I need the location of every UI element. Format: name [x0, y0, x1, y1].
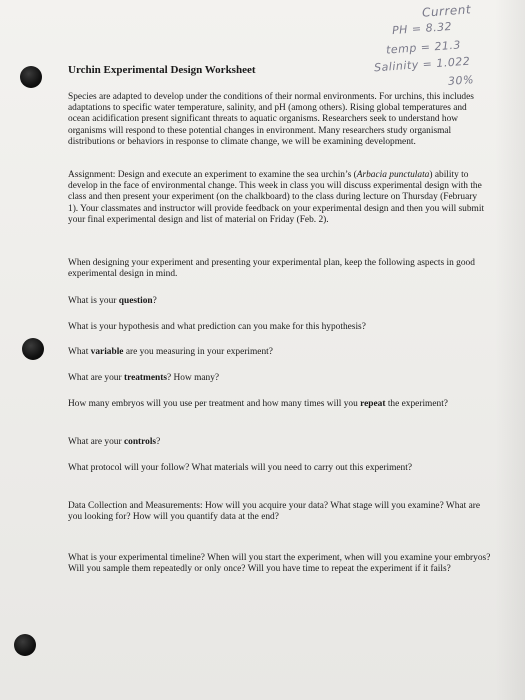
question-3-end: are you measuring in your experiment?: [123, 347, 273, 357]
handwritten-salinity: Salinity = 1.022: [373, 54, 471, 75]
handwritten-percent: 30%: [447, 73, 475, 88]
handwritten-temp: temp = 21.3: [385, 38, 462, 57]
question-5-text: How many embryos will you use per treatment and how many times will you: [68, 399, 361, 409]
question-3: [68, 347, 498, 358]
question-4-text: What are your: [68, 373, 124, 383]
question-6-end: ?: [156, 437, 161, 447]
question-7: What protocol will your follow? What materials will you need to carry out this experiment?: [68, 463, 412, 473]
handwritten-ph: PH = 8.32: [391, 19, 453, 38]
question-4-end: ? How many?: [167, 373, 220, 383]
page-shadow: [495, 0, 525, 700]
question-5: [68, 399, 478, 410]
question-1-end: ?: [152, 296, 157, 306]
question-5-keyword: repeat: [360, 399, 386, 409]
question-3-text: What: [68, 347, 91, 357]
question-8: Data Collection and Measurements: How will you acquire your data? What stage will you examine? What are you looking for? How will you quantify data at the end?: [68, 501, 481, 523]
hole-punch-middle: [22, 338, 44, 360]
question-3-keyword: variable: [90, 347, 124, 357]
assignment-paragraph: [68, 170, 486, 226]
hole-punch-bottom: [14, 634, 36, 656]
question-1-text: What is your: [68, 296, 119, 306]
question-6: [68, 437, 498, 448]
assignment-text-start: Assignment: Design and execute an experiment to examine the sea urchin’s (: [68, 170, 357, 180]
assignment-text-end: ) ability to develop in the face of environmental change. This week in class you will discuss experimental design with the class and then present your experiment (on the chalkboard) to the class during lecture on Thursday (February 1). Your classmates and instructor will provide feedback on your experimental design and then you will submit your final experimental design and list of material on Friday (Feb. 2).: [68, 170, 485, 225]
guidance-paragraph: When designing your experiment and presenting your experimental plan, keep the following aspects in good experimental design in mind.: [68, 258, 475, 280]
question-5-end: the experiment?: [385, 399, 448, 409]
worksheet-title: Urchin Experimental Design Worksheet: [68, 64, 256, 76]
question-2: What is your hypothesis and what prediction can you make for this hypothesis?: [68, 322, 366, 332]
question-6-text: What are your: [68, 437, 124, 447]
question-1: [68, 296, 498, 307]
question-6-keyword: controls: [123, 437, 157, 447]
question-1-keyword: question: [118, 296, 153, 306]
question-4-keyword: treatments: [123, 373, 168, 383]
species-name: Arbacia punctulata: [356, 170, 430, 180]
intro-paragraph: Species are adapted to develop under the conditions of their normal environments. For urchins, this includes adaptations to specific water temperature, salinity, and pH (among others). Rising global temperatures and ocean acidification present significant threats to aquatic organisms. Researchers seek to understand how organisms will respond to these potential changes in environment. Many researchers study organismal distributions or behaviors in response to climate change, we will be examining development.: [68, 92, 474, 147]
handwritten-heading: Current: [421, 2, 472, 20]
question-4: [68, 373, 498, 384]
hole-punch-top: [20, 66, 42, 88]
question-9: What is your experimental timeline? When will you start the experiment, when will you examine your embryos? Will you sample them repeatedly or only once? Will you have time to repeat the experiment if it fails?: [68, 553, 491, 575]
